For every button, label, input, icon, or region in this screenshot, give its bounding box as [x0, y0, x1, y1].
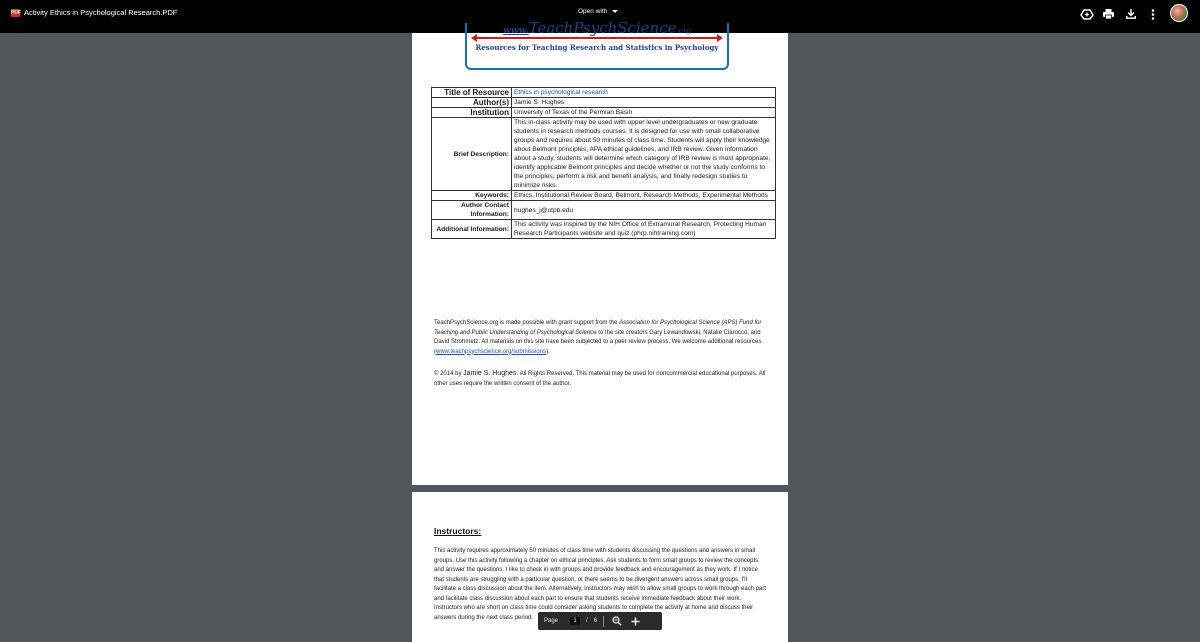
copyright-text-b: All Rights Reserved. This material may be used for noncommercial educational purposes. All other uses require the written consent of the author.	[434, 371, 766, 387]
table-row	[432, 98, 776, 108]
print-icon	[1103, 9, 1114, 19]
institution-value: University of Texas of the Permian Basin	[512, 108, 776, 118]
table-row	[432, 201, 776, 220]
chevron-down-icon	[612, 10, 618, 13]
open-with-label: Open with	[578, 8, 608, 15]
zoom-out-button[interactable]	[612, 616, 622, 626]
instructors-body: This activity requires approximately 50 minutes of class time with students discussing the questions and answers in small groups. Use this activity following a chapter on ethical principles. Ask students to form small groups to review the concepts and answer the questions. I like to check in with groups and provide feedback and encouragement as they work. If I notice that students are struggling with a particular question, or there seems to be divergent answers across small groups, I'll facilitate a class discussion about the item. Alternatively, instructors may wish to allow small groups to work through each part and facilitate class discussion about each part to ensure that students receive immediate feedback about their work. Instructors who are short on class time could consider asking students to complete the activity at home and discuss their answers during the next class period.	[434, 548, 767, 621]
keywords-value: Ethics, Institutional Review Board, Belmont, Research Methods, Experimental Methods	[512, 191, 776, 201]
title-label: Title of Resource	[432, 88, 512, 98]
author-value: Jamie S. Hughes	[512, 98, 776, 108]
page-label: Page	[544, 618, 559, 624]
logo-url-suffix: .org	[676, 27, 691, 35]
page-separator: /	[586, 618, 588, 624]
table-row	[432, 108, 776, 118]
open-with-button[interactable]	[578, 8, 618, 15]
divider	[603, 616, 604, 627]
copyright-paragraph	[434, 369, 769, 389]
file-name: Activity Ethics in Psychological Research.PDF	[24, 8, 178, 17]
support-text-d: ).	[546, 348, 550, 355]
zoom-out-icon	[612, 616, 622, 626]
avatar[interactable]	[1170, 4, 1188, 22]
author-label: Author(s)	[432, 98, 512, 108]
pdf-file-icon: PDF	[11, 10, 21, 16]
copyright-text-a: © 2014 by	[434, 371, 464, 377]
table-row	[432, 118, 776, 191]
page-number-input[interactable]: 1	[570, 617, 580, 625]
contact-label: Author Contact Information:	[432, 201, 512, 220]
zoom-in-button[interactable]	[630, 616, 640, 626]
instructors-heading: Instructors:	[434, 526, 482, 536]
pdf-page-1	[412, 19, 788, 485]
additional-value: This activity was inspired by the NIH Office of Extramural Research, Protecting Human Research Participants website and quiz (phrp.nihtraining.com)	[512, 220, 776, 239]
print-button[interactable]	[1101, 7, 1115, 21]
logo-url	[467, 18, 727, 37]
title-value: Ethics in psychological research	[512, 88, 776, 98]
add-to-drive-button[interactable]	[1080, 7, 1094, 21]
pdf-viewer[interactable]	[0, 19, 1200, 637]
more-options-icon	[1151, 9, 1155, 20]
table-row	[432, 88, 776, 98]
grant-support-paragraph	[434, 319, 769, 357]
institution-label: Institution	[432, 108, 512, 118]
logo-url-name: TeachPsychScience	[528, 19, 677, 37]
site-logo	[465, 19, 729, 70]
download-icon	[1126, 9, 1136, 19]
submissions-link[interactable]: www.teachpsychscience.org/submissions	[436, 348, 547, 355]
page-controls	[538, 612, 662, 630]
support-text-a: TeachPsychScience.org is made possible with grant support from the	[434, 320, 620, 326]
description-value: This in-class activity may be used with upper level undergraduates or new graduate students in research methods courses. It is designed for use with small collaborative groups and requires about 50 minutes of class time. Students will apply their knowledge about Belmont principles, APA ethical guidelines, and IRB review. Given information about a study, students will determine which category of IRB review is most appropriate, identify applicable Belmont principles and decide whether or not the study conforms to the principles, perform a risk and benefit analysis, and finally redesign studies to minimize risks.	[512, 118, 776, 191]
more-options-button[interactable]	[1146, 7, 1160, 21]
zoom-in-icon	[631, 617, 640, 626]
table-row	[432, 191, 776, 201]
contact-value: hughes_j@utpb.edu	[512, 201, 776, 220]
download-button[interactable]	[1124, 7, 1138, 21]
additional-label: Additional Information:	[432, 220, 512, 239]
keywords-label: Keywords:	[432, 191, 512, 201]
description-label: Brief Description:	[432, 118, 512, 191]
table-row	[432, 220, 776, 239]
page-total: 6	[593, 618, 598, 624]
support-text-c: to the site creators Gary Lewandowski, Natalie Ciarocco, and David Strohmetz. All materials on this site have been subjected to a peer review process. We welcome additional resources (	[434, 329, 762, 355]
logo-tagline: Resources for Teaching Research and Statistics in Psychology	[475, 43, 719, 52]
support-fund-name: Association for Psychological Science (APS) Fund for Teaching and Public Understanding of Psychological Science	[434, 320, 762, 336]
resource-info-table	[431, 87, 776, 239]
add-to-drive-icon	[1081, 9, 1093, 20]
logo-double-arrow	[476, 37, 718, 39]
logo-url-prefix: www.	[503, 26, 529, 36]
copyright-author: Jamie S. Hughes.	[463, 370, 519, 377]
